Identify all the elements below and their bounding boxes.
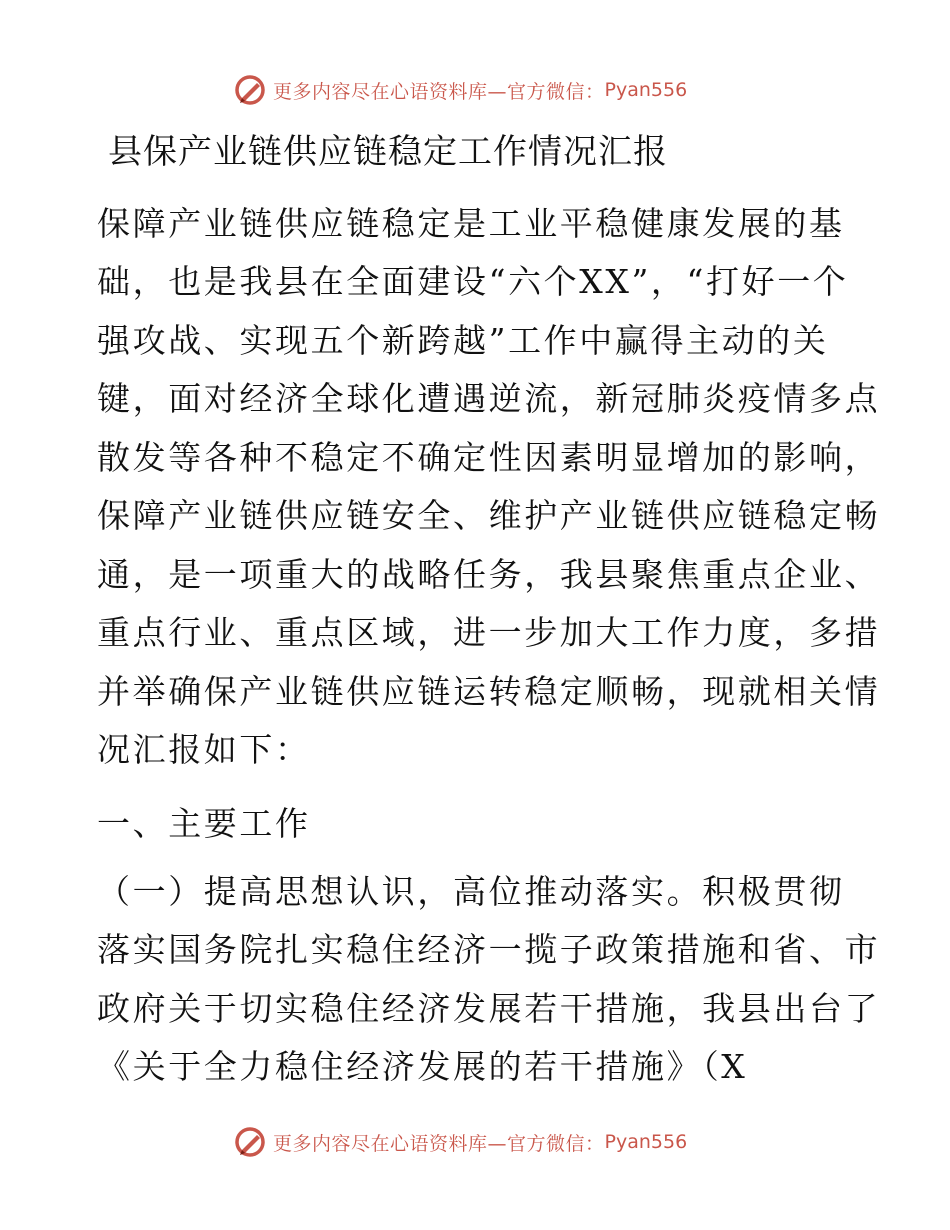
body-line: 保障产业链供应链稳定是工业平稳健康发展的基 (97, 204, 845, 243)
body-line: 况汇报如下： (97, 730, 311, 769)
watermark-header (233, 70, 687, 110)
body-line: 《关于全力稳住经济发展的若干措施》（X (97, 1047, 748, 1086)
body-line: 保障产业链供应链安全、维护产业链供应链稳定畅 (97, 496, 881, 535)
watermark-wechat-id: Pyan556 (604, 79, 688, 101)
watermark-text: 更多内容尽在心语资料库—官方微信： (273, 1132, 605, 1155)
pen-logo-icon (233, 73, 267, 107)
body-line: 强攻战、实现五个新跨越”工作中赢得主动的关 (97, 321, 829, 360)
body-line: 础，也是我县在全面建设“六个XX”，“打好一个 (97, 262, 849, 301)
body-line: （一）提高思想认识，高位推动落实。积极贯彻 (97, 872, 845, 911)
watermark-footer (233, 1122, 687, 1162)
body-line: 重点行业、重点区域，进一步加大工作力度，多措 (97, 613, 881, 652)
document-title: 县保产业链供应链稳定工作情况汇报 (108, 132, 668, 172)
watermark-wechat-id: Pyan556 (604, 1131, 688, 1153)
body-line: 键，面对经济全球化遭遇逆流，新冠肺炎疫情多点 (97, 379, 881, 418)
watermark-text: 更多内容尽在心语资料库—官方微信： (273, 80, 605, 103)
body-line: 通，是一项重大的战略任务，我县聚焦重点企业、 (97, 555, 881, 594)
body-line: 散发等各种不稳定不确定性因素明显增加的影响， (97, 438, 881, 477)
body-line: 落实国务院扎实稳住经济一揽子政策措施和省、市 (97, 930, 881, 969)
body-line: 并举确保产业链供应链运转稳定顺畅，现就相关情 (97, 672, 881, 711)
body-line: 政府关于切实稳住经济发展若干措施，我县出台了 (97, 989, 881, 1028)
pen-logo-icon (233, 1125, 267, 1159)
section-heading: 一、主要工作 (97, 804, 311, 843)
